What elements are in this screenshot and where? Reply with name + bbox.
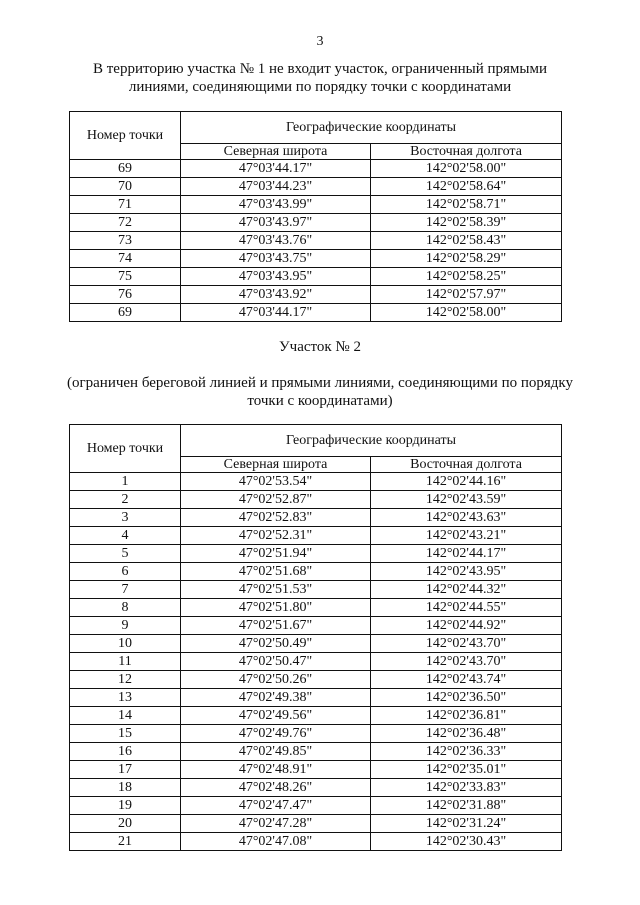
north-latitude-cell: 47°02'48.91" [181, 761, 371, 779]
point-number-cell: 72 [70, 214, 181, 232]
table-row [70, 473, 562, 491]
table-row [70, 509, 562, 527]
north-latitude-cell: 47°02'52.87" [181, 491, 371, 509]
point-number-cell: 21 [70, 833, 181, 851]
east-longitude-cell: 142°02'31.88" [371, 797, 562, 815]
north-latitude-cell: 47°02'51.67" [181, 617, 371, 635]
north-latitude-cell: 47°03'44.23" [181, 178, 371, 196]
table-row [70, 617, 562, 635]
point-number-cell: 14 [70, 707, 181, 725]
point-number-cell: 15 [70, 725, 181, 743]
table-row [70, 563, 562, 581]
north-latitude-cell: 47°02'47.08" [181, 833, 371, 851]
table-row [70, 743, 562, 761]
east-longitude-cell: 142°02'30.43" [371, 833, 562, 851]
point-number-cell: 75 [70, 268, 181, 286]
header-geo-coordinates: Географические координаты [181, 112, 562, 144]
table-row [70, 268, 562, 286]
header-east-longitude: Восточная долгота [371, 144, 562, 160]
header-point-number: Номер точки [70, 112, 181, 160]
table-row [70, 779, 562, 797]
point-number-cell: 2 [70, 491, 181, 509]
table-row [70, 286, 562, 304]
section2-heading [0, 374, 640, 410]
point-number-cell: 6 [70, 563, 181, 581]
table-row [70, 232, 562, 250]
north-latitude-cell: 47°02'49.76" [181, 725, 371, 743]
east-longitude-cell: 142°02'36.81" [371, 707, 562, 725]
section1-coordinates-table [69, 111, 562, 322]
table-row [70, 214, 562, 232]
section1-heading [0, 60, 640, 96]
east-longitude-cell: 142°02'44.55" [371, 599, 562, 617]
east-longitude-cell: 142°02'58.43" [371, 232, 562, 250]
north-latitude-cell: 47°03'44.17" [181, 160, 371, 178]
east-longitude-cell: 142°02'44.32" [371, 581, 562, 599]
section1-table-body [70, 160, 562, 322]
north-latitude-cell: 47°02'51.68" [181, 563, 371, 581]
table-row [70, 725, 562, 743]
point-number-cell: 12 [70, 671, 181, 689]
point-number-cell: 13 [70, 689, 181, 707]
section2-coordinates-table [69, 424, 562, 851]
point-number-cell: 74 [70, 250, 181, 268]
table-row [70, 815, 562, 833]
table-row [70, 671, 562, 689]
point-number-cell: 76 [70, 286, 181, 304]
point-number-cell: 69 [70, 304, 181, 322]
north-latitude-cell: 47°02'51.94" [181, 545, 371, 563]
table-row [70, 689, 562, 707]
east-longitude-cell: 142°02'57.97" [371, 286, 562, 304]
table-row [70, 196, 562, 214]
section2-heading-line: точки с координатами) [247, 393, 393, 409]
north-latitude-cell: 47°02'48.26" [181, 779, 371, 797]
point-number-cell: 18 [70, 779, 181, 797]
north-latitude-cell: 47°02'50.47" [181, 653, 371, 671]
north-latitude-cell: 47°03'43.75" [181, 250, 371, 268]
section1-heading-line: В территорию участка № 1 не входит участок, ограниченный прямыми [92, 61, 547, 77]
table-row [70, 761, 562, 779]
table-row [70, 707, 562, 725]
point-number-cell: 20 [70, 815, 181, 833]
east-longitude-cell: 142°02'44.92" [371, 617, 562, 635]
north-latitude-cell: 47°03'43.76" [181, 232, 371, 250]
north-latitude-cell: 47°02'49.56" [181, 707, 371, 725]
table-row [70, 545, 562, 563]
point-number-cell: 19 [70, 797, 181, 815]
east-longitude-cell: 142°02'43.63" [371, 509, 562, 527]
east-longitude-cell: 142°02'44.17" [371, 545, 562, 563]
north-latitude-cell: 47°02'51.53" [181, 581, 371, 599]
north-latitude-cell: 47°03'43.92" [181, 286, 371, 304]
east-longitude-cell: 142°02'58.71" [371, 196, 562, 214]
east-longitude-cell: 142°02'43.70" [371, 653, 562, 671]
north-latitude-cell: 47°02'47.47" [181, 797, 371, 815]
point-number-cell: 1 [70, 473, 181, 491]
north-latitude-cell: 47°02'49.85" [181, 743, 371, 761]
point-number-cell: 4 [70, 527, 181, 545]
table-row [70, 160, 562, 178]
table-row [70, 178, 562, 196]
east-longitude-cell: 142°02'58.29" [371, 250, 562, 268]
point-number-cell: 16 [70, 743, 181, 761]
north-latitude-cell: 47°03'43.99" [181, 196, 371, 214]
table-row [70, 491, 562, 509]
point-number-cell: 9 [70, 617, 181, 635]
table-row [70, 797, 562, 815]
east-longitude-cell: 142°02'44.16" [371, 473, 562, 491]
north-latitude-cell: 47°03'43.95" [181, 268, 371, 286]
section2-heading-line: (ограничен береговой линией и прямыми линиями, соединяющими по порядку [66, 375, 573, 391]
point-number-cell: 71 [70, 196, 181, 214]
north-latitude-cell: 47°03'43.97" [181, 214, 371, 232]
table-row [70, 635, 562, 653]
east-longitude-cell: 142°02'58.64" [371, 178, 562, 196]
point-number-cell: 7 [70, 581, 181, 599]
header-geo-coordinates: Географические координаты [181, 425, 562, 457]
section2-table-body [70, 473, 562, 851]
header-north-latitude: Северная широта [181, 144, 371, 160]
point-number-cell: 73 [70, 232, 181, 250]
table-row [70, 250, 562, 268]
point-number-cell: 8 [70, 599, 181, 617]
east-longitude-cell: 142°02'58.25" [371, 268, 562, 286]
east-longitude-cell: 142°02'36.33" [371, 743, 562, 761]
east-longitude-cell: 142°02'43.70" [371, 635, 562, 653]
east-longitude-cell: 142°02'43.59" [371, 491, 562, 509]
table-row [70, 833, 562, 851]
north-latitude-cell: 47°02'50.49" [181, 635, 371, 653]
table-row [70, 304, 562, 322]
north-latitude-cell: 47°02'47.28" [181, 815, 371, 833]
section2-title: Участок № 2 [279, 339, 361, 355]
section1-heading-line: линиями, соединяющими по порядку точки с координатами [128, 79, 512, 95]
table-row [70, 581, 562, 599]
north-latitude-cell: 47°02'50.26" [181, 671, 371, 689]
point-number-cell: 17 [70, 761, 181, 779]
header-north-latitude: Северная широта [181, 457, 371, 473]
north-latitude-cell: 47°02'52.83" [181, 509, 371, 527]
east-longitude-cell: 142°02'31.24" [371, 815, 562, 833]
table-row [70, 599, 562, 617]
point-number-cell: 5 [70, 545, 181, 563]
page-number: 3 [316, 34, 324, 49]
east-longitude-cell: 142°02'33.83" [371, 779, 562, 797]
east-longitude-cell: 142°02'58.00" [371, 160, 562, 178]
east-longitude-cell: 142°02'58.00" [371, 304, 562, 322]
east-longitude-cell: 142°02'58.39" [371, 214, 562, 232]
point-number-cell: 10 [70, 635, 181, 653]
point-number-cell: 69 [70, 160, 181, 178]
east-longitude-cell: 142°02'43.21" [371, 527, 562, 545]
north-latitude-cell: 47°02'52.31" [181, 527, 371, 545]
north-latitude-cell: 47°03'44.17" [181, 304, 371, 322]
east-longitude-cell: 142°02'36.50" [371, 689, 562, 707]
point-number-cell: 70 [70, 178, 181, 196]
east-longitude-cell: 142°02'43.95" [371, 563, 562, 581]
east-longitude-cell: 142°02'36.48" [371, 725, 562, 743]
point-number-cell: 11 [70, 653, 181, 671]
east-longitude-cell: 142°02'43.74" [371, 671, 562, 689]
table-row [70, 653, 562, 671]
point-number-cell: 3 [70, 509, 181, 527]
north-latitude-cell: 47°02'49.38" [181, 689, 371, 707]
east-longitude-cell: 142°02'35.01" [371, 761, 562, 779]
header-point-number: Номер точки [70, 425, 181, 473]
north-latitude-cell: 47°02'51.80" [181, 599, 371, 617]
north-latitude-cell: 47°02'53.54" [181, 473, 371, 491]
table-row [70, 527, 562, 545]
header-east-longitude: Восточная долгота [371, 457, 562, 473]
